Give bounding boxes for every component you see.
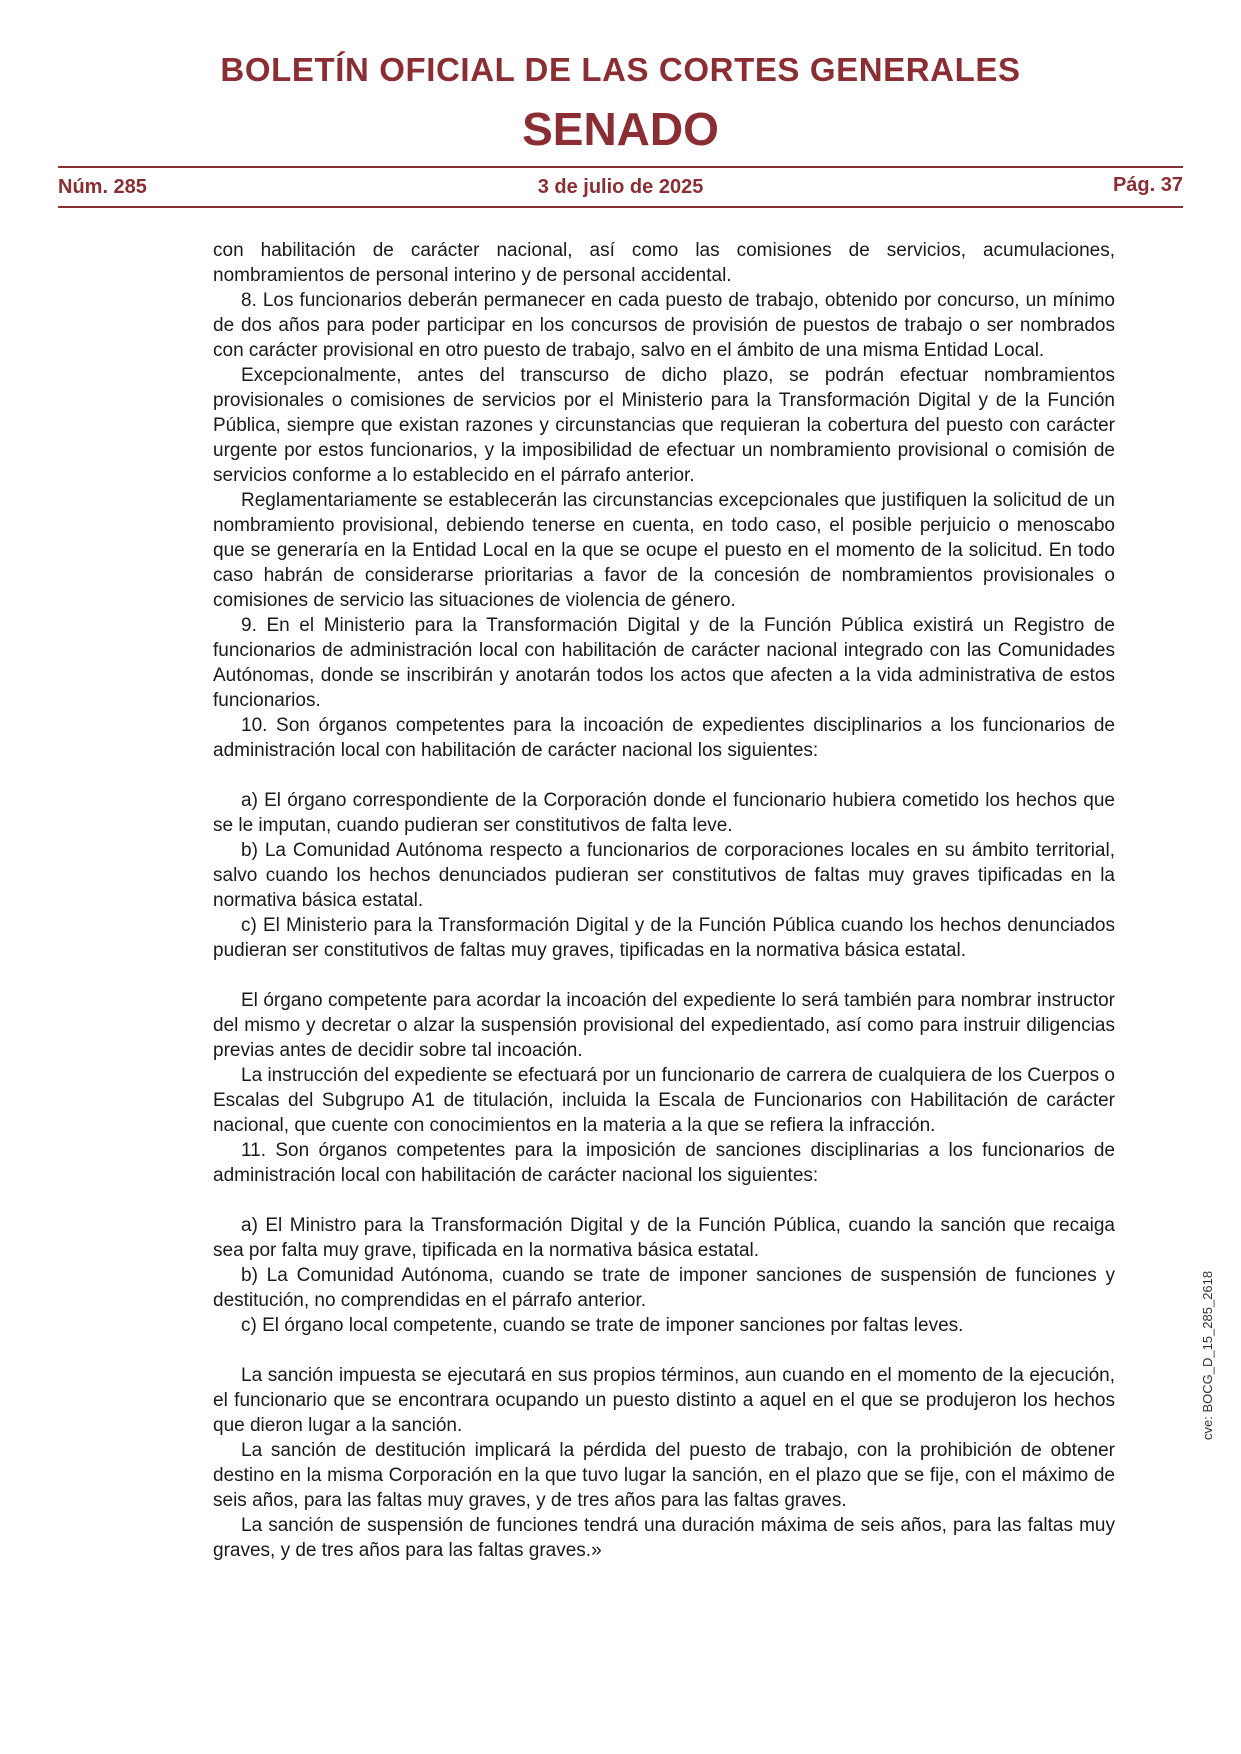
list-item: b) La Comunidad Autónoma respecto a funcionarios de corporaciones locales en su ámbito territorial, salvo cuando los hechos denunciados pudieran ser constitutivos de faltas muy graves tipificadas en la normativa básica estatal. <box>213 840 1115 911</box>
paragraph: La sanción impuesta se ejecutará en sus propios términos, aun cuando en el momento de la ejecución, el funcionario que se encontrara ocupando un puesto distinto a aquel en el que se produjeron los hechos que dieron lugar a la sanción. <box>213 1365 1115 1436</box>
paragraph: 11. Son órganos competentes para la imposición de sanciones disciplinarias a los funcionarios de administración local con habilitación de carácter nacional los siguientes: <box>213 1140 1115 1186</box>
list-item: c) El órgano local competente, cuando se trate de imponer sanciones por faltas leves. <box>241 1315 964 1336</box>
list-item: a) El Ministro para la Transformación Digital y de la Función Pública, cuando la sanción que recaiga sea por falta muy grave, tipificada en la normativa básica estatal. <box>213 1215 1115 1261</box>
paragraph: 8. Los funcionarios deberán permanecer en cada puesto de trabajo, obtenido por concurso, un mínimo de dos años para poder participar en los concursos de provisión de puestos de trabajo o ser nombrados con carácter provisional en otro puesto de trabajo, salvo en el ámbito de una misma Entidad Local. <box>213 290 1115 361</box>
page-number: Pág. 37 <box>1112 174 1183 196</box>
paragraph: Reglamentariamente se establecerán las circunstancias excepcionales que justifiquen la solicitud de un nombramiento provisional, debiendo tenerse en cuenta, en todo caso, el posible perjuicio o menoscabo que se generaría en la Entidad Local en la que se ocupe el puesto en el momento de la solicitud. En todo caso habrán de considerarse prioritarias a favor de la concesión de nombramientos provisionales o comisiones de servicio las situaciones de violencia de género. <box>213 490 1115 611</box>
issue-number: Núm. 285 <box>58 176 147 198</box>
paragraph: 9. En el Ministerio para la Transformación Digital y de la Función Pública existirá un Registro de funcionarios de administración local con habilitación de carácter nacional integrado con las Comunidades Autónomas, donde se inscribirán y anotarán todos los actos que afecten a la vida administrativa de estos funcionarios. <box>213 615 1115 711</box>
chamber-title: SENADO <box>522 103 719 155</box>
list-item: c) El Ministerio para la Transformación Digital y de la Función Pública cuando los hechos denunciados pudieran ser constitutivos de faltas muy graves, tipificadas en la normativa básica estatal. <box>213 915 1115 961</box>
header-top-rule <box>58 166 1183 168</box>
paragraph: La sanción de destitución implicará la pérdida del puesto de trabajo, con la prohibición de obtener destino en la misma Corporación en la que tuvo lugar la sanción, en el plazo que se fije, con el máximo de seis años, para las faltas muy graves, y de tres años para las faltas graves. <box>213 1440 1115 1511</box>
paragraph: con habilitación de carácter nacional, así como las comisiones de servicios, acumulaciones, nombramientos de personal interino y de personal accidental. <box>213 240 1115 286</box>
list-item: a) El órgano correspondiente de la Corporación donde el funcionario hubiera cometido los hechos que se le imputan, cuando pudieran ser constitutivos de falta leve. <box>213 790 1115 836</box>
paragraph: 10. Son órganos competentes para la incoación de expedientes disciplinarios a los funcionarios de administración local con habilitación de carácter nacional los siguientes: <box>213 715 1115 761</box>
paragraph: El órgano competente para acordar la incoación del expediente lo será también para nombrar instructor del mismo y decretar o alzar la suspensión provisional del expedientado, así como para instruir diligencias previas antes de decidir sobre tal incoación. <box>213 990 1115 1061</box>
article-body <box>213 238 1115 1563</box>
issue-date: 3 de julio de 2025 <box>537 176 704 198</box>
paragraph: La sanción de suspensión de funciones tendrá una duración máxima de seis años, para las faltas muy graves, y de tres años para las faltas graves.» <box>213 1515 1115 1561</box>
header-bottom-rule <box>58 206 1183 208</box>
publication-title: BOLETÍN OFICIAL DE LAS CORTES GENERALES <box>220 51 1021 88</box>
paragraph: Excepcionalmente, antes del transcurso de dicho plazo, se podrán efectuar nombramientos provisionales o comisiones de servicios por el Ministerio para la Transformación Digital y de la Función Pública, siempre que existan razones y circunstancias que requieran la cobertura del puesto con carácter urgente por estos funcionarios, y la imposibilidad de efectuar un nombramiento provisional o comisión de servicios conforme a lo establecido en el párrafo anterior. <box>213 365 1115 486</box>
cve-identifier: cve: BOCG_D_15_285_2618 <box>1200 1270 1215 1440</box>
paragraph: La instrucción del expediente se efectuará por un funcionario de carrera de cualquiera de los Cuerpos o Escalas del Subgrupo A1 de titulación, incluida la Escala de Funcionarios con Habilitación de carácter nacional, que cuente con conocimientos en la materia a la que se refiera la infracción. <box>213 1065 1115 1136</box>
list-item: b) La Comunidad Autónoma, cuando se trate de imponer sanciones de suspensión de funciones y destitución, no comprendidas en el párrafo anterior. <box>213 1265 1115 1311</box>
